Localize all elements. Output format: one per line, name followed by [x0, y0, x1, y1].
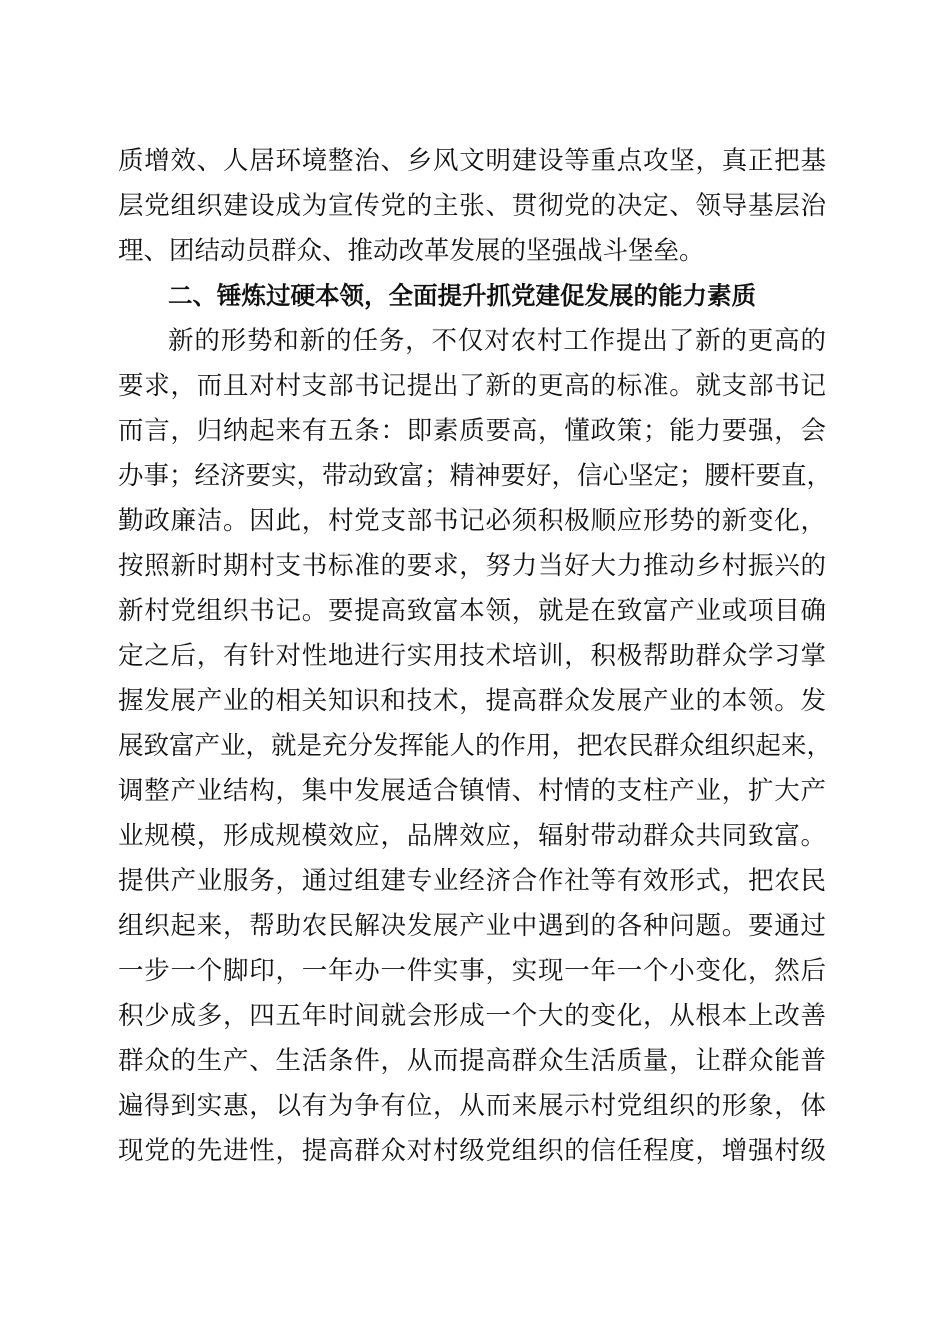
body-text-line: 提供产业服务，通过组建专业经济合作社等有效形式，把农民 — [118, 866, 826, 896]
body-text-line: 展致富产业，就是充分发挥能人的作用，把农民群众组织起来， — [118, 731, 833, 761]
body-text-line: 定之后，有针对性地进行实用技术培训，积极帮助群众学习掌 — [118, 641, 826, 671]
body-text-line: 层党组织建设成为宣传党的主张、贯彻党的决定、领导基层治 — [118, 191, 826, 221]
body-text-line: 勤政廉洁。因此，村党支部书记必须积极顺应形势的新变化， — [118, 506, 826, 536]
body-text-line: 组织起来，帮助农民解决发展产业中遇到的各种问题。要通过 — [118, 911, 826, 941]
body-text-line: 群众的生产、生活条件，从而提高群众生活质量，让群众能普 — [118, 1046, 826, 1076]
body-text-line: 而言，归纳起来有五条：即素质要高，懂政策；能力要强，会 — [118, 416, 826, 446]
body-text-line: 现党的先进性，提高群众对村级党组织的信任程度，增强村级 — [118, 1136, 826, 1166]
body-text-line: 一步一个脚印，一年办一件实事，实现一年一个小变化，然后 — [118, 956, 826, 986]
body-text-line: 质增效、人居环境整治、乡风文明建设等重点攻坚，真正把基 — [118, 146, 826, 176]
body-text-line: 调整产业结构，集中发展适合镇情、村情的支柱产业，扩大产 — [118, 776, 826, 806]
body-text-line: 握发展产业的相关知识和技术，提高群众发展产业的本领。发 — [118, 686, 826, 716]
body-text-line: 理、团结动员群众、推动改革发展的坚强战斗堡垒。 — [118, 236, 705, 266]
body-text-line: 新村党组织书记。要提高致富本领，就是在致富产业或项目确 — [118, 596, 826, 626]
body-text-line: 积少成多，四五年时间就会形成一个大的变化，从根本上改善 — [118, 1001, 826, 1031]
body-text-line: 办事；经济要实，带动致富；精神要好，信心坚定；腰杆要直， — [118, 461, 833, 491]
body-text-line: 新的形势和新的任务，不仅对农村工作提出了新的更高的 — [168, 326, 826, 356]
section-heading: 二、锤炼过硬本领，全面提升抓党建促发展的能力素质 — [168, 281, 756, 310]
body-text-line: 遍得到实惠，以有为争有位，从而来展示村党组织的形象，体 — [118, 1091, 826, 1121]
body-text-line: 按照新时期村支书标准的要求，努力当好大力推动乡村振兴的 — [118, 551, 826, 581]
body-text-line: 业规模，形成规模效应，品牌效应，辐射带动群众共同致富。 — [118, 821, 826, 851]
body-text-line: 要求，而且对村支部书记提出了新的更高的标准。就支部书记 — [118, 371, 826, 401]
